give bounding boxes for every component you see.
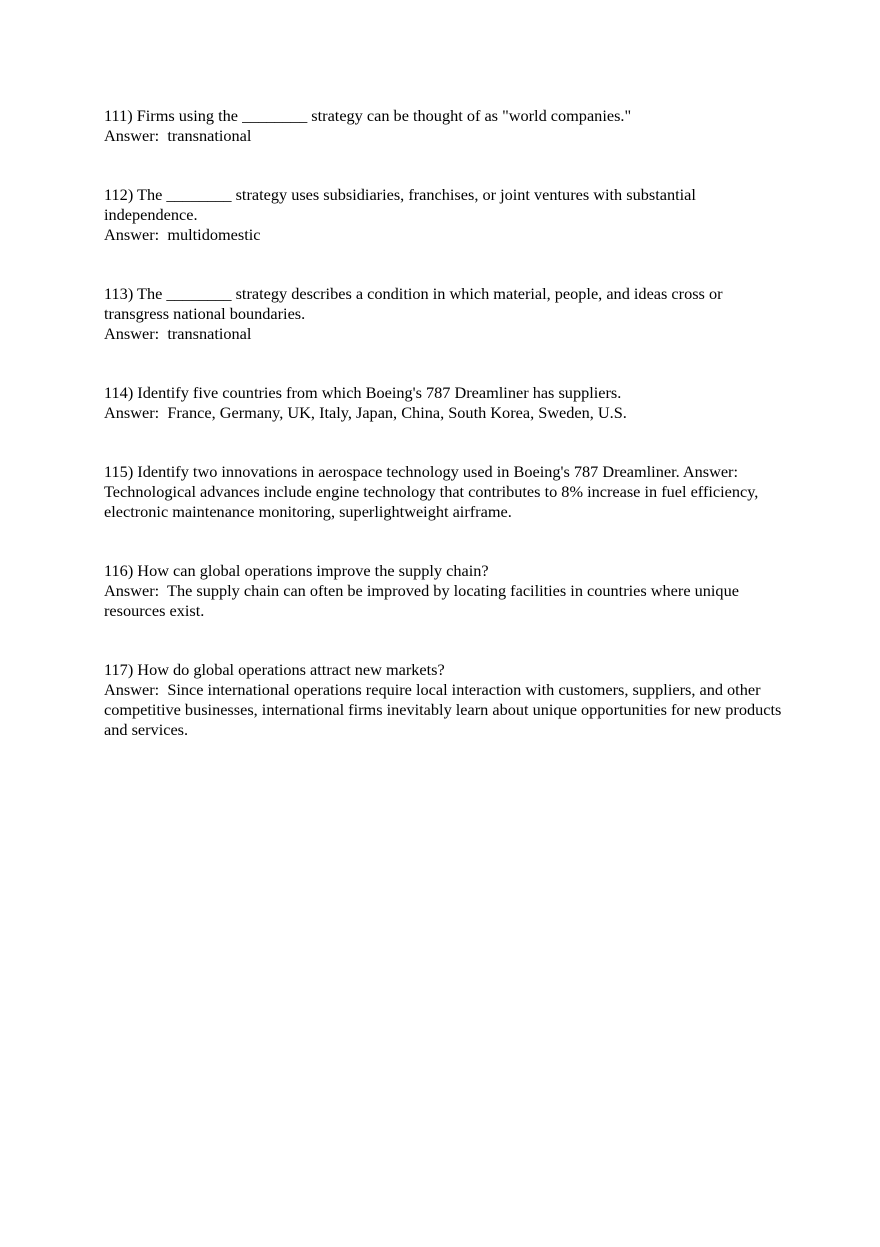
answer-text: multidomestic	[167, 225, 261, 244]
answer-line	[104, 324, 784, 344]
answer-line	[104, 225, 784, 245]
answer-text: transnational	[167, 324, 252, 343]
question-text: 116) How can global operations improve the supply chain?	[104, 561, 489, 580]
answer-text: The supply chain can often be improved by locating facilities in countries where unique resources exist.	[104, 581, 739, 620]
question-text: 111) Firms using the ________ strategy can be thought of as "world companies."	[104, 106, 632, 125]
answer-label: Answer:	[104, 680, 168, 699]
answer-line	[104, 403, 784, 423]
answer-label: Answer:	[104, 324, 168, 343]
question-item-113	[104, 284, 784, 344]
answer-line	[104, 126, 784, 146]
answer-label: Answer:	[104, 403, 168, 422]
question-item-117	[104, 660, 784, 740]
answer-line	[104, 581, 784, 621]
question-item-114	[104, 383, 784, 423]
question-item-116	[104, 561, 784, 621]
question-text: 114) Identify five countries from which Boeing's 787 Dreamliner has suppliers.	[104, 383, 622, 402]
answer-text: France, Germany, UK, Italy, Japan, China, South Korea, Sweden, U.S.	[167, 403, 627, 422]
question-text: 113) The ________ strategy describes a condition in which material, people, and ideas cross or transgress national boundaries.	[104, 284, 723, 323]
question-text: 115) Identify two innovations in aerospace technology used in Boeing's 787 Dreamliner. Answer: Technological advances include engine technology that contributes to 8% increase in fuel efficiency, electronic maintenance monitoring, superlightweight airframe.	[104, 462, 759, 521]
answer-text: transnational	[167, 126, 252, 145]
answer-label: Answer:	[104, 126, 168, 145]
question-item-111	[104, 106, 784, 146]
answer-text: Since international operations require local interaction with customers, suppliers, and other competitive businesses, international firms inevitably learn about unique opportunities for new products and services.	[104, 680, 782, 739]
answer-line	[104, 680, 784, 740]
question-list	[104, 106, 784, 779]
answer-label: Answer:	[104, 581, 168, 600]
question-item-112	[104, 185, 784, 245]
question-text: 117) How do global operations attract new markets?	[104, 660, 445, 679]
question-item-115	[104, 462, 784, 522]
question-text: 112) The ________ strategy uses subsidiaries, franchises, or joint ventures with substantial independence.	[104, 185, 696, 224]
answer-label: Answer:	[104, 225, 168, 244]
